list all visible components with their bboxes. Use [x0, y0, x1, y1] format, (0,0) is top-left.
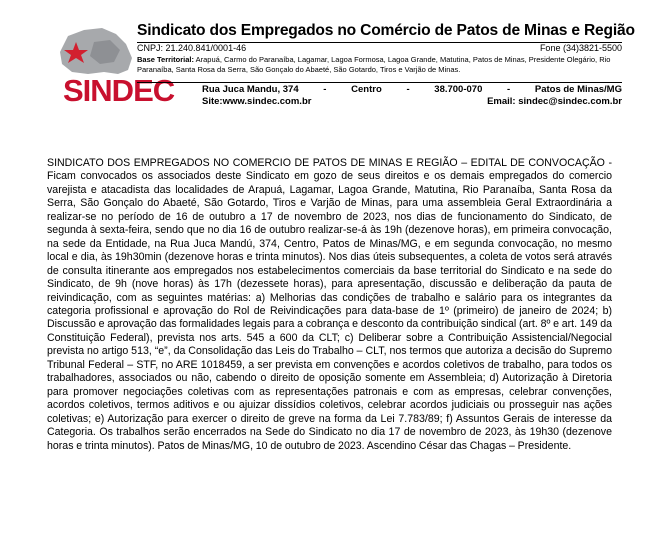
address-separator: -: [507, 84, 511, 95]
territorial-base: [137, 55, 622, 75]
website: Site:www.sindec.com.br: [202, 96, 312, 107]
letterhead: [54, 20, 635, 108]
address-separator: -: [323, 84, 327, 95]
address-city: Patos de Minas/MG: [534, 84, 622, 95]
address-separator: -: [406, 84, 410, 95]
address-district: Centro: [351, 84, 382, 95]
email: Email: sindec@sindec.com.br: [487, 96, 622, 107]
cnpj: CNPJ: 21.240.841/0001-46: [137, 43, 247, 53]
address-line: [202, 84, 622, 95]
address-street: Rua Juca Mandu, 374: [202, 84, 299, 95]
address-cep: 38.700-070: [434, 84, 483, 95]
divider: [137, 82, 622, 83]
territorial-base-text: Arapuá, Carmo do Paranaíba, Lagamar, Lagoa Formosa, Lagoa Grande, Matutina, Patos de Minas, Presidente Olegário, Rio Paranaíba, Santa Rosa da Serra, São Gonçalo do Abaeté, São Gotardo, Tiros e Varjão de Minas.: [137, 55, 611, 74]
notice-body: SINDICATO DOS EMPREGADOS NO COMERCIO DE PATOS DE MINAS E REGIÃO – EDITAL DE CONVOCAÇÃO - Ficam convocados os associados deste Sindicato em gozo de seus direitos e os demais empregados do comercio varejista e atacadista das localidades de Arapuá, Lagamar, Lagoa Grande, Matutina, Rio Paranaíba, Santa Rosa da Serra, São Gonçalo do Abaeté, São Gotardo, Tiros e Varjão de Minas, para uma assembleia Geral Extraordinária a realizar-se no período de 16 de outubro a 17 de novembro de 2023, nos dias de funcionamento do Sindicato, de segunda à sexta-feira, sendo que no dia 16 de outubro realizar-se-á às 19h (dezenove horas), em primeira convocação, na sede da Entidade, na Rua Juca Mandú, 374, Centro, Patos de Minas/MG, e em segunda convocação, no mesmo local e dia, às 19h30min (dezenove horas e trinta minutos). Nos dias úteis subsequentes, a coleta de votos será através de consulta itinerante aos empregados nos estabelecimentos comerciais da base territorial do Sindicato e na sede do Sindicato, de 9h (nove horas) às 17h (dezessete horas), para apresentação, discussão e deliberação da pauta de reivindicação, com as seguintes matérias: a) Melhorias das condições de trabalho e salário para os integrantes da categoria profissional e aprovação do Rol de Reivindicações para data-base de 1º (primeiro) de janeiro de 2024; b) Discussão e aprovação das formalidades legais para a cobrança e desconto da contribuição sindical (art. 8º e art. 149 da Constituição Federal), prevista nos arts. 545 a 600 da CLT; c) Deliberar sobre a Contribuição Assistencial/Negocial prevista no artigo 513, “e”, da Consolidação das Leis do Trabalho – CLT, nos termos que autoriza a decisão do Supremo Tribunal Federal – STF, no ARE 1018459, a ser prevista em convenções e acordos coletivos de trabalho, para todos os trabalhadores, associados ou não, cabendo o direito de oposição somente em Assembleia; d) Autorização à Diretoria para promover negociações coletivas com as representações patronais e com as empresas, celebrar convenções, acordos coletivos, termos aditivos e ou ajuizar dissídios coletivos, celebrar acordos judiciais ou prosseguir nas ações coletivas; e) Autorização para exercer o direito de greve na forma da Lei 7.783/89; f) Assuntos Gerais de interesse da Categoria. Os trabalhos serão encerrados na Sede do Sindicato no dia 17 de novembro de 2023, às 19h30 (dezenove horas e trinta minutos). Patos de Minas/MG, 10 de outubro de 2023. Ascendino César das Chagas – Presidente.: [47, 157, 612, 452]
territorial-base-label: Base Territorial:: [137, 55, 194, 64]
org-name: Sindicato dos Empregados no Comércio de Patos de Minas e Região: [137, 22, 635, 39]
logo-text: SINDEC: [63, 73, 175, 108]
contact-line: [202, 96, 622, 107]
phone: Fone (34)3821-5500: [539, 43, 622, 53]
